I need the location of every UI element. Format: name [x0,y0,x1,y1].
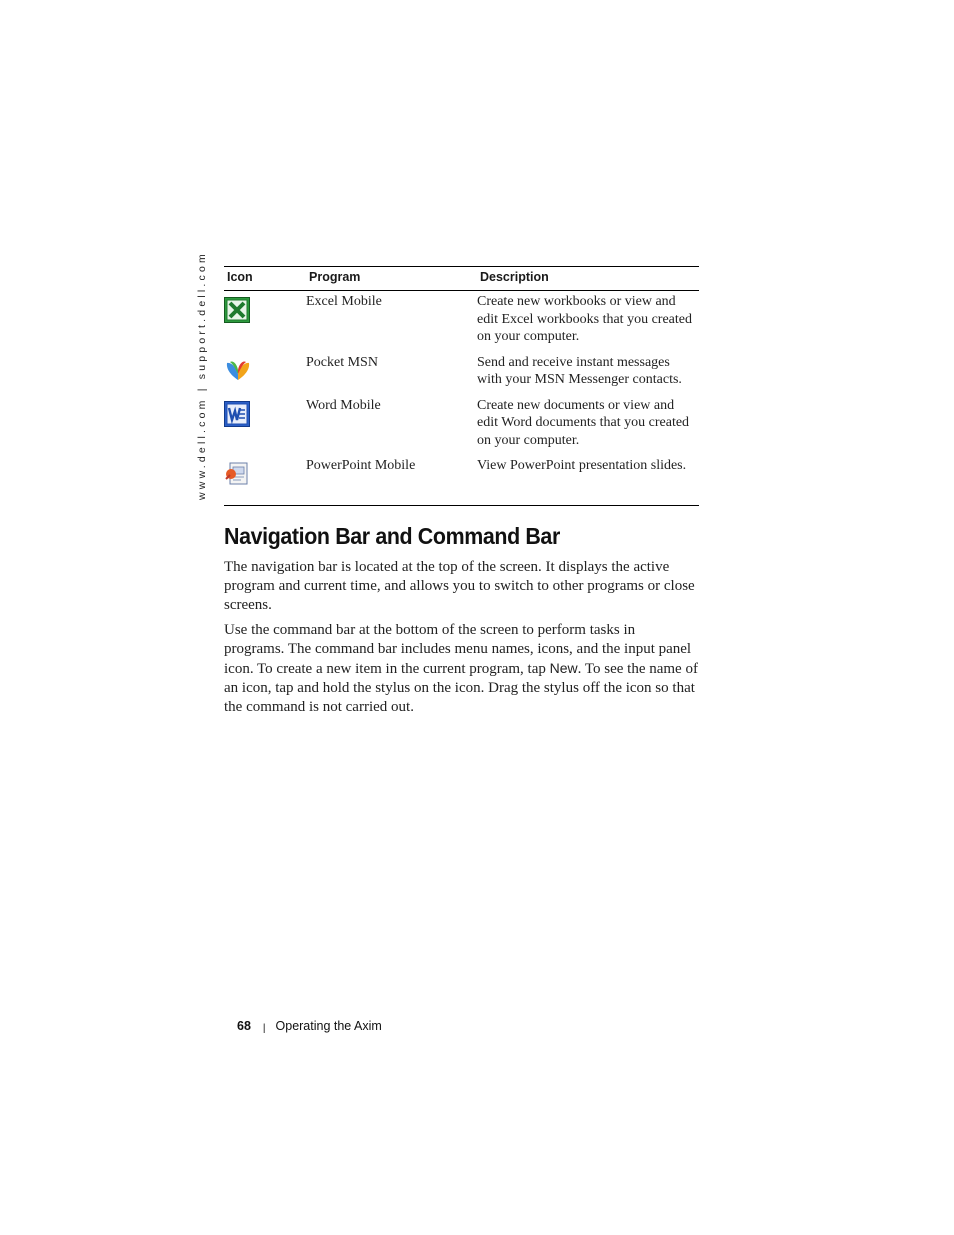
table-row [224,455,699,506]
program-description: Create new workbooks or view and edit Excel workbooks that you created on your computer. [477,294,692,344]
table-header-row [224,267,699,291]
program-description: Create new documents or view and edit Word documents that you created on your computer. [477,397,690,448]
table-row [224,395,699,456]
paragraph-text: Use the command bar at the bottom of the screen to perform tasks in programs. The command bar includes menu names, icons, and the input panel icon. To create a new item in the current program, tap [224,622,692,677]
icon-cell [224,455,306,506]
section-title: Navigation Bar and Command Bar [224,523,560,549]
page-content [224,266,699,723]
paragraph-command-bar [224,621,699,717]
icon-cell [224,291,306,352]
icon-cell [224,352,306,395]
powerpoint-mobile-icon [224,461,250,487]
side-url: www.dell.com | support.dell.com [196,251,208,500]
program-description: View PowerPoint presentation slides. [477,455,699,506]
header-program: Program [306,267,477,291]
chapter-title: Operating the Axim [275,1019,382,1033]
page-footer [237,1019,382,1033]
programs-table [224,266,699,506]
header-description: Description [477,267,699,291]
footer-separator: | [262,1023,266,1034]
table-row [224,352,699,395]
new-command-term: New [549,660,578,676]
word-mobile-icon [224,401,250,427]
program-name: Word Mobile [306,397,381,413]
paragraph-navigation-bar: The navigation bar is located at the top of the screen. It displays the active program and current time, and allows you to switch to other programs or close screens. [224,559,695,613]
pocket-msn-icon [224,358,252,384]
page-number: 68 [237,1019,251,1033]
icon-cell [224,395,306,456]
paragraph-text: . To see the name of an icon, tap and hold the stylus on the icon. Drag the stylus off the icon so that the command is not carried out. [224,661,698,715]
program-name: PowerPoint Mobile [306,455,477,506]
program-name: Excel Mobile [306,294,382,309]
header-icon: Icon [224,267,306,291]
program-description: Send and receive instant messages with your MSN Messenger contacts. [477,354,682,387]
excel-mobile-icon [224,297,250,323]
table-row [224,291,699,352]
program-name: Pocket MSN [306,354,378,370]
